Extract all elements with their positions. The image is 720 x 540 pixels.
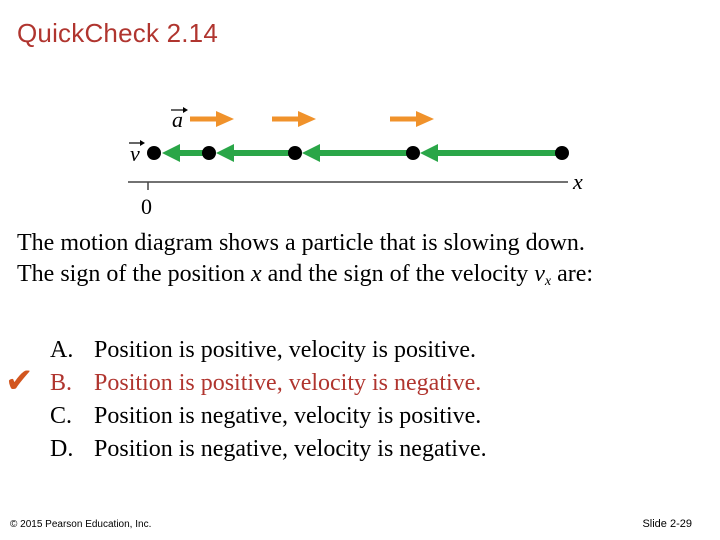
velocity-arrow xyxy=(302,144,410,162)
question-line-1: The motion diagram shows a particle that is slowing down. xyxy=(17,230,585,256)
subscript-x: x xyxy=(544,274,552,289)
choice-b[interactable] xyxy=(50,367,487,400)
particle-dot xyxy=(202,146,216,160)
choice-letter: A. xyxy=(50,337,74,363)
variable-v: v xyxy=(534,261,545,287)
x-axis-label: x xyxy=(573,169,583,194)
choice-text: Position is positive, velocity is negative. xyxy=(94,370,482,396)
particle-dot xyxy=(555,146,569,160)
motion-diagram xyxy=(0,0,720,230)
velocity-arrow xyxy=(162,144,206,162)
slide-title: QuickCheck 2.14 xyxy=(17,18,218,48)
correct-answer-check-icon: ✔ xyxy=(5,361,34,401)
particle-dot xyxy=(406,146,420,160)
particle-dot xyxy=(288,146,302,160)
question-stem xyxy=(17,228,593,297)
variable-x: x xyxy=(250,261,262,287)
velocity-arrow xyxy=(420,144,559,162)
question-line-2 xyxy=(17,259,593,297)
velocity-vector-label: v xyxy=(130,141,140,166)
answer-choices xyxy=(50,334,487,466)
choice-text: Position is negative, velocity is negative. xyxy=(94,436,487,462)
origin-label: 0 xyxy=(141,194,152,219)
accel-arrow xyxy=(190,111,234,127)
slide-number: Slide 2-29 xyxy=(642,518,692,530)
choice-text: Position is negative, velocity is positive. xyxy=(94,403,482,429)
accel-arrow xyxy=(390,111,434,127)
copyright-footer: © 2015 Pearson Education, Inc. xyxy=(10,519,152,530)
accel-arrow xyxy=(272,111,316,127)
choice-letter: B. xyxy=(50,370,73,396)
choice-letter: D. xyxy=(50,436,74,462)
choice-letter: C. xyxy=(50,403,73,429)
question-text: and the sign of the velocity xyxy=(261,261,535,287)
particle-dot xyxy=(147,146,161,160)
question-text: The sign of the position xyxy=(17,261,251,287)
choice-text: Position is positive, velocity is positive. xyxy=(94,337,477,363)
choice-a[interactable] xyxy=(50,334,487,367)
velocity-arrow xyxy=(216,144,292,162)
choice-d[interactable] xyxy=(50,433,487,466)
accel-vector-label: a xyxy=(172,107,183,132)
question-text: are: xyxy=(551,261,594,287)
choice-c[interactable] xyxy=(50,400,487,433)
